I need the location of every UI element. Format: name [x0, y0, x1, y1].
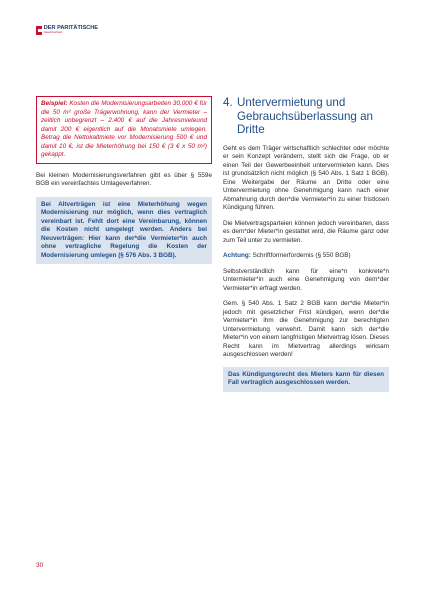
- logo-mark-icon: [36, 26, 42, 35]
- left-column: [36, 96, 212, 264]
- paragraph-1: Geht es dem Träger wirtschaftlich schlechter oder möchte er sein Konzept verändern, stellt sich die Frage, ob er einen Teil der Gewerbeeinheit untervermieten kann. Dies ist grundsätzlich nicht möglich (§ 540 Abs. 1 Satz 1 BGB). Eine Weitergabe der Räume an Dritte oder eine Untervermietung ohne Genehmigung kann nach einer Abmahnung durch den*die Vermieter*in zu einer fristlosen Kündigung führen.: [223, 144, 389, 211]
- paragraph-4: Gem. § 540 Abs. 1 Satz 2 BGB kann der*die Mieter*in jedoch mit gesetzlicher Frist kündigen, wenn der*die Vermieter*in ihm die Genehmigung zur berechtigten Untervermietung verwehrt. Damit kann sich der*die Mieter*in von einem langfristigen Mietvertrag lösen. Dieses Recht kann im Mietvertrag allerdings wirksam ausgeschlossen werden!: [223, 300, 389, 358]
- paragraph-3: Selbstverständlich kann für eine*n konkrete*n Untermieter*in auch eine Genehmigung von dem*der Vermieter*in erfragt werden.: [223, 267, 389, 292]
- page-number: 30: [36, 562, 44, 569]
- paragraph-2: Die Mietvertragsparteien können jedoch vereinbaren, dass es dem*der Mieter*in gestattet wird, die Räume ganz oder zum Teil unter zu vermieten.: [223, 219, 389, 244]
- right-note-box: Das Kündigungsrecht des Mieters kann für diesen Fall vertraglich ausgeschlossen werden.: [223, 367, 389, 392]
- example-box: [36, 96, 212, 164]
- section-number: 4.: [223, 96, 233, 109]
- left-note-box: Bei Altverträgen ist eine Mieterhöhung wegen Modernisierung nur möglich, wenn dies vertraglich vereinbart ist. Fehlt dort eine Vereinbarung, können die Kosten nicht umgelegt werden. Anders bei Neuverträgen: Hier kann der*die Vermieter*in auch ohne vertragliche Regelung die Kosten der Modernisierung umlegen (§ 576 Abs. 3 BGB).: [36, 197, 212, 265]
- warning-label: Achtung:: [223, 252, 251, 259]
- logo-tagline: Gesamtverband: [43, 30, 63, 34]
- warning-line: [223, 252, 389, 261]
- warning-text: Schriftformerfordernis (§ 550 BGB): [250, 252, 351, 259]
- publisher-logo: [36, 25, 98, 35]
- logo-name: DER PARITÄTISCHE: [43, 24, 98, 31]
- example-text: Kosten die Modernisierungsarbeiten 30.000 € für die 50 m² große Trägerwohnung, kann der Vermieter – zeitlich unbegrenzt – 2.400 € auf die Jahresmieteund damit 200 € eigentlich auf die Monatsmiete umlegen. Betrag die Nettokaltmiete vor Modernisierung 500 € und damit 10 €, ist die Mieterhöhung bei 150 € (3 € x 50 m²) gekappt.: [41, 100, 207, 158]
- right-column: [223, 96, 389, 392]
- section-heading: [223, 96, 389, 137]
- example-label: Beispiel:: [41, 100, 68, 107]
- left-paragraph: Bei kleinen Modernisierungsverfahren gibt es über § 559e BGB ein vereinfachtes Umlageverfahren.: [36, 171, 212, 187]
- section-title: Untervermietung und Gebrauchsüberlassung an Dritte: [237, 96, 373, 136]
- logo-text: [44, 26, 98, 35]
